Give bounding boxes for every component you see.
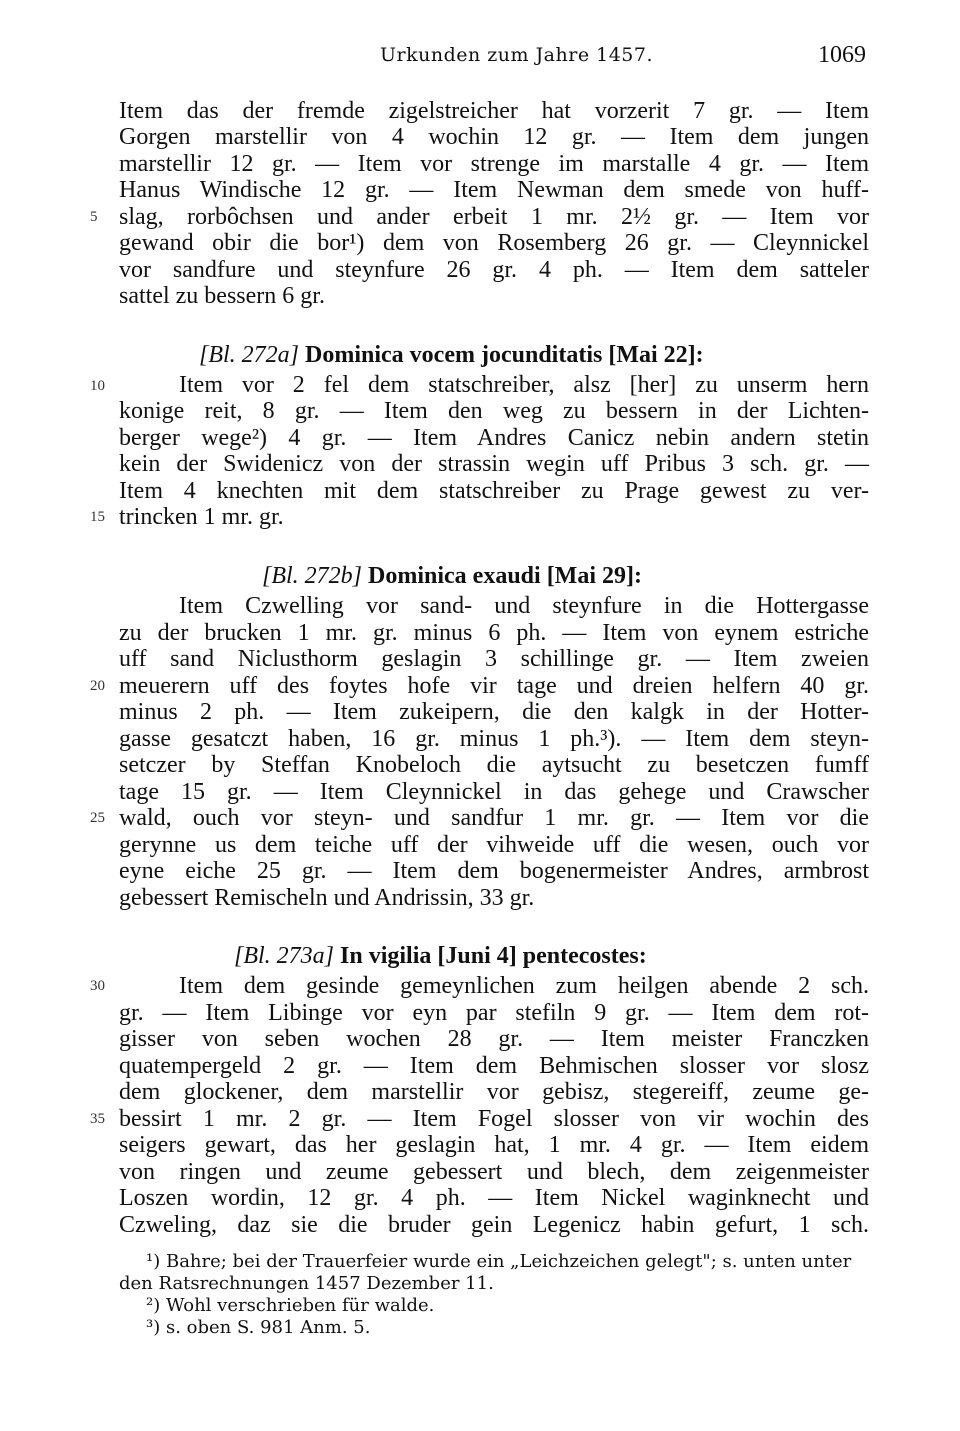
text-line: gisser von seben wochen 28 gr. — Item meister Franczken xyxy=(119,1026,869,1052)
text-line: marstellir 12 gr. — Item vor strenge im marstalle 4 gr. — Item xyxy=(119,151,869,177)
text-line: vor sandfure und steynfure 26 gr. 4 ph. — Item dem satteler xyxy=(119,257,869,283)
text-line: seigers gewart, das her geslagin hat, 1 mr. 4 gr. — Item eidem xyxy=(119,1132,869,1158)
line-number: 35 xyxy=(90,1111,105,1127)
text-line: Item dem gesinde gemeynlichen zum heilgen abende 2 sch. xyxy=(179,973,869,999)
folio-reference: [Bl. 272b] xyxy=(262,563,363,589)
footnote: ¹) Bahre; bei der Trauerfeier wurde ein „Leichzeichen gelegt"; s. unten unter xyxy=(146,1251,852,1272)
text-line: Item das der fremde zigelstreicher hat vorzerit 7 gr. — Item xyxy=(119,98,869,124)
footnote-continuation: den Ratsrechnungen 1457 Dezember 11. xyxy=(119,1273,494,1294)
section-heading xyxy=(262,563,642,590)
text-line: Czweling, daz sie die bruder gein Legenicz habin gefurt, 1 sch. xyxy=(119,1212,869,1238)
text-line: kein der Swidenicz von der strassin wegin uff Pribus 3 sch. gr. — xyxy=(119,451,869,477)
line-number: 20 xyxy=(90,678,105,694)
text-line: Loszen wordin, 12 gr. 4 ph. — Item Nickel waginknecht und xyxy=(119,1185,869,1211)
line-number: 30 xyxy=(90,978,105,994)
text-line: bessirt 1 mr. 2 gr. — Item Fogel slosser von vir wochin des xyxy=(119,1106,869,1132)
text-line: trincken 1 mr. gr. xyxy=(119,504,284,530)
section-title: In vigilia [Juni 4] pentecostes: xyxy=(340,943,647,969)
line-number: 15 xyxy=(90,509,105,525)
text-line: gebessert Remischeln und Andrissin, 33 gr. xyxy=(119,885,535,911)
text-line: Item 4 knechten mit dem statschreiber zu Prage gewest zu ver- xyxy=(119,478,869,504)
footnote: ²) Wohl verschrieben für walde. xyxy=(146,1295,435,1316)
text-line: gerynne us dem teiche uff der vihweide uff die wesen, ouch vor xyxy=(119,832,869,858)
line-number: 10 xyxy=(90,378,105,394)
text-line: meuerern uff des foytes hofe vir tage und dreien helfern 40 gr. xyxy=(119,673,869,699)
folio-reference: [Bl. 273a] xyxy=(234,943,335,969)
text-line: minus 2 ph. — Item zukeipern, die den kalgk in der Hotter- xyxy=(119,699,869,725)
page-number: 1069 xyxy=(818,42,866,68)
text-line: gewand obir die bor¹) dem von Rosemberg 26 gr. — Cleynnickel xyxy=(119,230,869,256)
text-line: dem glockener, dem marstellir vor gebisz, stegereiff, zeume ge- xyxy=(119,1079,869,1105)
text-line: slag, rorbôchsen und ander erbeit 1 mr. 2½ gr. — Item vor xyxy=(119,204,869,230)
text-line: setczer by Steffan Knobeloch die aytsucht zu besetczen fumff xyxy=(119,752,869,778)
text-line: von ringen und zeume gebessert und blech, dem zeigenmeister xyxy=(119,1159,869,1185)
text-line: wald, ouch vor steyn- und sandfur 1 mr. gr. — Item vor die xyxy=(119,805,869,831)
text-line: gasse gesatczt haben, 16 gr. minus 1 ph.³). — Item dem steyn- xyxy=(119,726,869,752)
text-line: gr. — Item Libinge vor eyn par stefiln 9 gr. — Item dem rot- xyxy=(119,1000,869,1026)
section-title: Dominica exaudi [Mai 29]: xyxy=(368,563,642,589)
text-line: Item Czwelling vor sand- und steynfure in die Hottergasse xyxy=(179,593,869,619)
running-head: Urkunden zum Jahre 1457. xyxy=(380,44,654,66)
text-line: sattel zu bessern 6 gr. xyxy=(119,283,325,309)
section-heading xyxy=(199,342,704,369)
folio-reference: [Bl. 272a] xyxy=(199,342,300,368)
text-line: tage 15 gr. — Item Cleynnickel in das gehege und Crawscher xyxy=(119,779,869,805)
footnote: ³) s. oben S. 981 Anm. 5. xyxy=(146,1317,371,1338)
line-number: 5 xyxy=(90,209,98,225)
line-number: 25 xyxy=(90,810,105,826)
text-line: Hanus Windische 12 gr. — Item Newman dem smede von huff- xyxy=(119,177,869,203)
text-line: quatempergeld 2 gr. — Item dem Behmischen slosser vor slosz xyxy=(119,1053,869,1079)
section-title: Dominica vocem jocunditatis [Mai 22]: xyxy=(305,342,704,368)
text-line: uff sand Niclusthorm geslagin 3 schillinge gr. — Item zweien xyxy=(119,646,869,672)
section-heading xyxy=(234,943,647,970)
text-line: Gorgen marstellir von 4 wochin 12 gr. — Item dem jungen xyxy=(119,124,869,150)
text-line: berger wege²) 4 gr. — Item Andres Canicz nebin andern stetin xyxy=(119,425,869,451)
text-line: konige reit, 8 gr. — Item den weg zu bessern in der Lichten- xyxy=(119,398,869,424)
text-line: Item vor 2 fel dem statschreiber, alsz [her] zu unserm hern xyxy=(179,372,869,398)
text-line: zu der brucken 1 mr. gr. minus 6 ph. — Item von eynem estriche xyxy=(119,620,869,646)
text-line: eyne eiche 25 gr. — Item dem bogenermeister Andres, armbrost xyxy=(119,858,869,884)
